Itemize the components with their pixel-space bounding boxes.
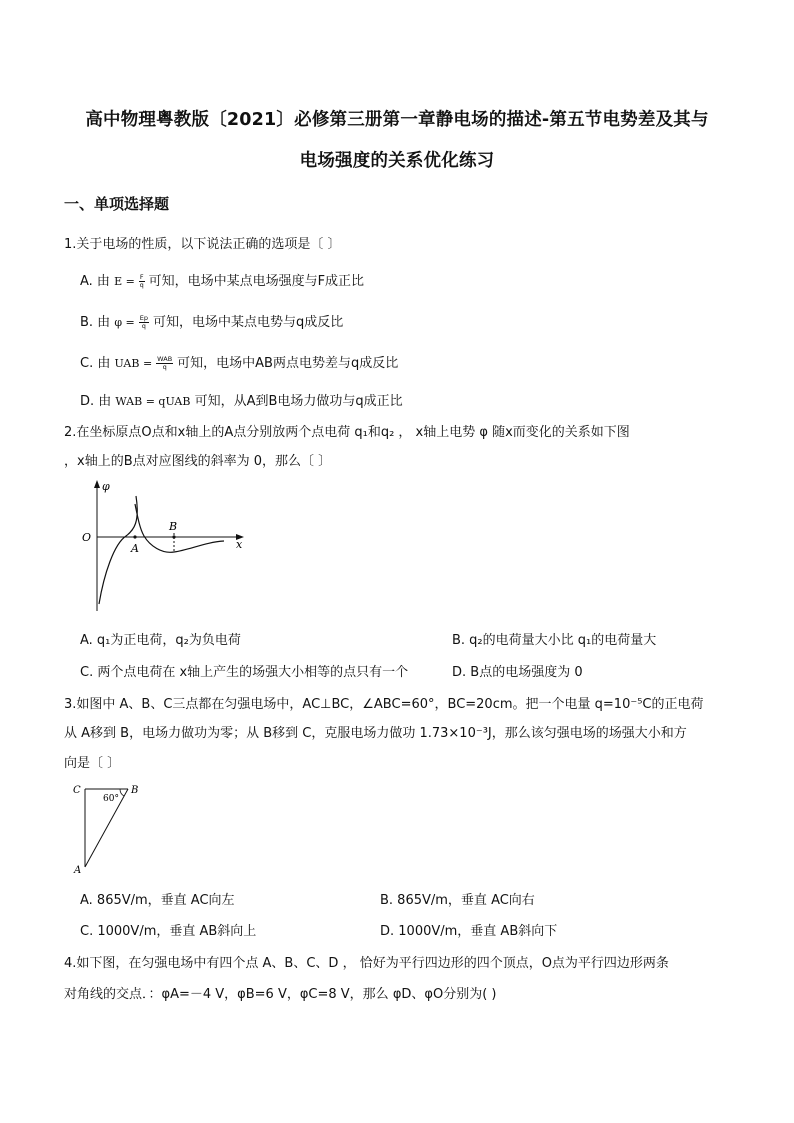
graph-point-a xyxy=(133,535,136,538)
q1-b-fraction xyxy=(139,315,149,330)
q1-option-d[interactable] xyxy=(80,390,403,409)
q1-d-prefix: D. 由 xyxy=(80,394,116,409)
q1-c-numerator: WAB xyxy=(157,355,173,363)
q1-b-numerator: Ep xyxy=(139,314,148,322)
q1-d-lhs: WAB = qUAB xyxy=(115,395,191,408)
q4-stem-line-1: 4.如下图，在匀强电场中有四个点 A、B、C、D ， 恰好为平行四边形的四个顶点，O点为平行四边形两条 xyxy=(64,956,669,971)
q3-stem-line-3: 向是〔 〕 xyxy=(64,756,121,771)
q1-a-numerator: F xyxy=(139,273,144,281)
q3-stem-line-2: 从 A移到 B，电场力做功为零；从 B移到 C，克服电场力做功 1.73×10⁻³J，那么该匀强电场的场强大小和方 xyxy=(64,726,687,741)
q2-option-a[interactable]: A. q₁为正电荷，q₂为负电荷 xyxy=(80,633,241,648)
graph-origin-label: O xyxy=(82,531,92,544)
q1-a-denominator: q xyxy=(139,281,144,289)
q3-option-d[interactable]: D. 1000V/m，垂直 AB斜向下 xyxy=(380,924,558,939)
q1-stem: 1.关于电场的性质，以下说法正确的选项是〔 〕 xyxy=(64,237,341,252)
q1-b-prefix: B. 由 xyxy=(80,315,115,330)
q1-c-prefix: C. 由 xyxy=(80,356,115,371)
graph-y-label: φ xyxy=(102,480,110,493)
q1-c-fraction xyxy=(156,356,173,371)
q3-option-a[interactable]: A. 865V/m，垂直 AC向左 xyxy=(80,893,235,908)
triangle-angle-arc xyxy=(120,789,124,796)
graph-a-label: A xyxy=(131,542,139,555)
triangle-c-label: C xyxy=(73,785,81,796)
section-heading: 一、单项选择题 xyxy=(64,195,170,213)
q3-triangle-figure xyxy=(70,780,150,875)
q1-b-text: 可知，电场中某点电势与q成反比 xyxy=(152,315,344,330)
triangle-angle-label: 60° xyxy=(103,794,119,804)
q1-a-text: 可知，电场中某点电场强度与F成正比 xyxy=(148,274,365,289)
q1-c-lhs: UAB = xyxy=(114,357,153,370)
q4-stem-line-2: 对角线的交点．：φA=－4 V，φB=6 V，φC=8 V，那么 φD、φO分别为( ) xyxy=(64,987,497,1002)
q1-c-denominator: q xyxy=(162,363,167,371)
q2-potential-graph xyxy=(74,474,254,614)
graph-b-label: B xyxy=(169,520,178,533)
graph-curve-right xyxy=(135,504,224,552)
q1-b-lhs: φ = xyxy=(114,316,135,329)
q2-option-d[interactable]: D. B点的电场强度为 0 xyxy=(452,665,583,680)
document-title-line-1: 高中物理粤教版〔2021〕必修第三册第一章静电场的描述-第五节电势差及其与 xyxy=(85,110,709,130)
document-title-line-2: 电场强度的关系优化练习 xyxy=(299,151,495,171)
q1-a-lhs: E = xyxy=(114,275,135,288)
graph-y-arrow xyxy=(94,480,100,488)
triangle-a-label: A xyxy=(74,865,82,875)
q1-option-c[interactable] xyxy=(80,352,398,371)
graph-x-label: x xyxy=(236,538,243,551)
q1-c-text: 可知，电场中AB两点电势差与q成反比 xyxy=(177,356,399,371)
q1-option-b[interactable] xyxy=(80,311,343,330)
q2-stem-line-2: ，x轴上的B点对应图线的斜率为 0，那么〔 〕 xyxy=(64,454,332,469)
q2-stem-line-1: 2.在坐标原点O点和x轴上的A点分别放两个点电荷 q₁和q₂ ， x轴上电势 φ 随x而变化的关系如下图 xyxy=(64,425,630,440)
q1-a-fraction xyxy=(139,274,145,289)
q1-d-text: 可知，从A到B电场力做功与q成正比 xyxy=(194,394,403,409)
q2-option-c[interactable]: C. 两个点电荷在 x轴上产生的场强大小相等的点只有一个 xyxy=(80,665,409,680)
q3-option-b[interactable]: B. 865V/m，垂直 AC向右 xyxy=(380,893,535,908)
q1-a-prefix: A. 由 xyxy=(80,274,115,289)
q1-option-a[interactable] xyxy=(80,270,364,289)
triangle-b-label: B xyxy=(131,785,139,796)
q2-option-b[interactable]: B. q₂的电荷量大小比 q₁的电荷量大 xyxy=(452,633,657,648)
q1-b-denominator: q xyxy=(141,322,146,330)
q3-option-c[interactable]: C. 1000V/m，垂直 AB斜向上 xyxy=(80,924,257,939)
graph-point-b xyxy=(172,535,175,538)
q3-stem-line-1: 3.如图中 A、B、C三点都在匀强电场中，AC⊥BC，∠ABC=60°，BC=20cm。把一个电量 q=10⁻⁵C的正电荷 xyxy=(64,697,704,712)
